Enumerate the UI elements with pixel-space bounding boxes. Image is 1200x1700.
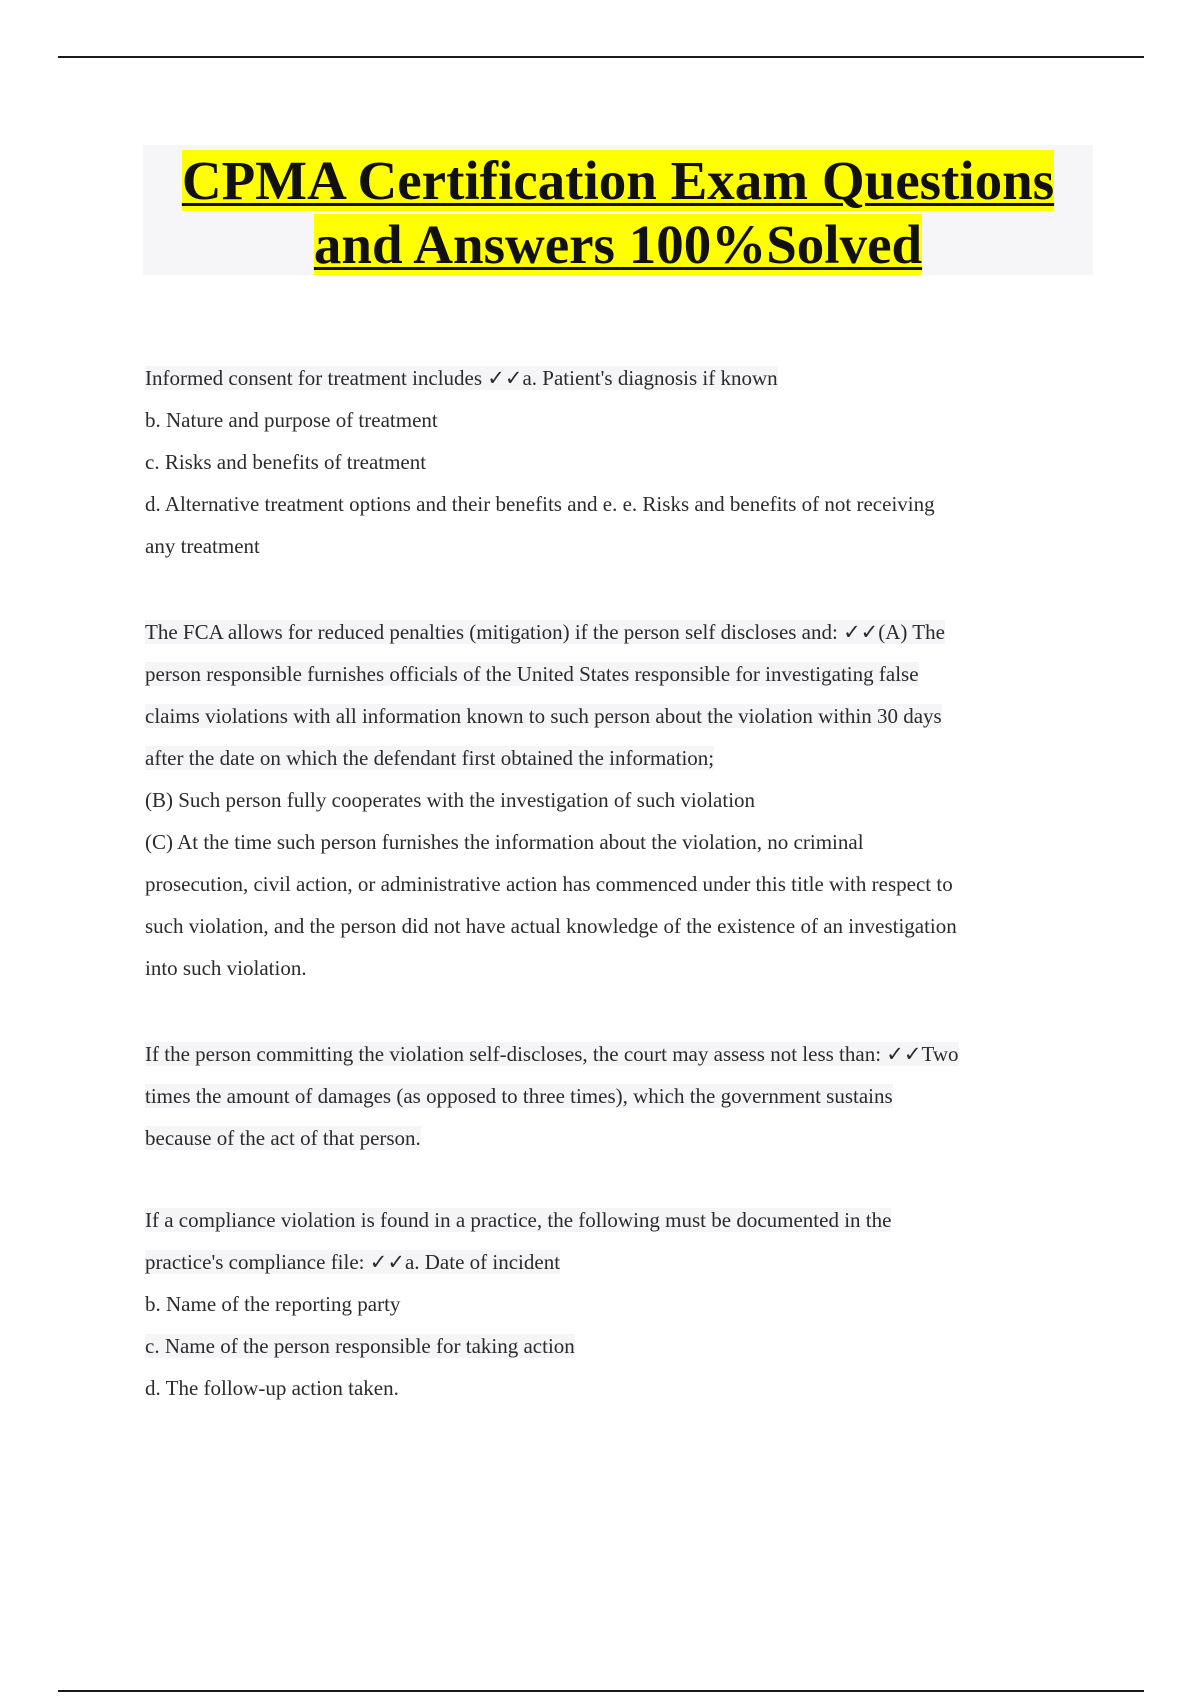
qa-line: because of the act of that person. [145,1126,421,1150]
title-line-2: and Answers 100%Solved [313,214,923,275]
qa-line: any treatment [145,534,260,558]
page-title [143,145,1093,277]
qa-line: d. The follow-up action taken. [145,1376,399,1400]
bottom-rule [58,1690,1144,1692]
qa-line: If the person committing the violation self-discloses, the court may assess not less than: ✓✓Two [145,1042,959,1066]
title-block [143,145,1093,275]
qa-line: person responsible furnishes officials of the United States responsible for investigating false [145,662,919,686]
qa-line: after the date on which the defendant first obtained the information; [145,746,715,770]
qa-line: prosecution, civil action, or administrative action has commenced under this title with respect to [145,872,953,896]
qa-line: b. Name of the reporting party [145,1292,401,1316]
qa-item-informed-consent [145,357,1095,567]
qa-item-compliance-file [145,1199,1095,1409]
qa-item-self-disclosure-damages [145,1033,1095,1159]
qa-line: practice's compliance file: ✓✓a. Date of incident [145,1250,561,1274]
qa-line: claims violations with all information known to such person about the violation within 30 days [145,704,942,728]
qa-line: d. Alternative treatment options and their benefits and e. e. Risks and benefits of not receiving [145,492,935,516]
qa-content [145,357,1095,1409]
qa-item-fca-mitigation [145,611,1095,989]
qa-line: c. Name of the person responsible for taking action [145,1334,575,1358]
qa-line: times the amount of damages (as opposed to three times), which the government sustains [145,1084,893,1108]
qa-line: (C) At the time such person furnishes the information about the violation, no criminal [145,830,864,854]
qa-line: b. Nature and purpose of treatment [145,408,438,432]
qa-line: c. Risks and benefits of treatment [145,450,427,474]
qa-line: The FCA allows for reduced penalties (mitigation) if the person self discloses and: ✓✓(A) The [145,620,945,644]
qa-line: (B) Such person fully cooperates with the investigation of such violation [145,788,756,812]
qa-line: Informed consent for treatment includes ✓✓a. Patient's diagnosis if known [145,366,778,390]
qa-line: If a compliance violation is found in a practice, the following must be documented in the [145,1208,892,1232]
title-line-1: CPMA Certification Exam Questions [181,150,1055,211]
qa-line: into such violation. [145,956,307,980]
top-rule [58,56,1144,58]
qa-line: such violation, and the person did not have actual knowledge of the existence of an investigation [145,914,957,938]
